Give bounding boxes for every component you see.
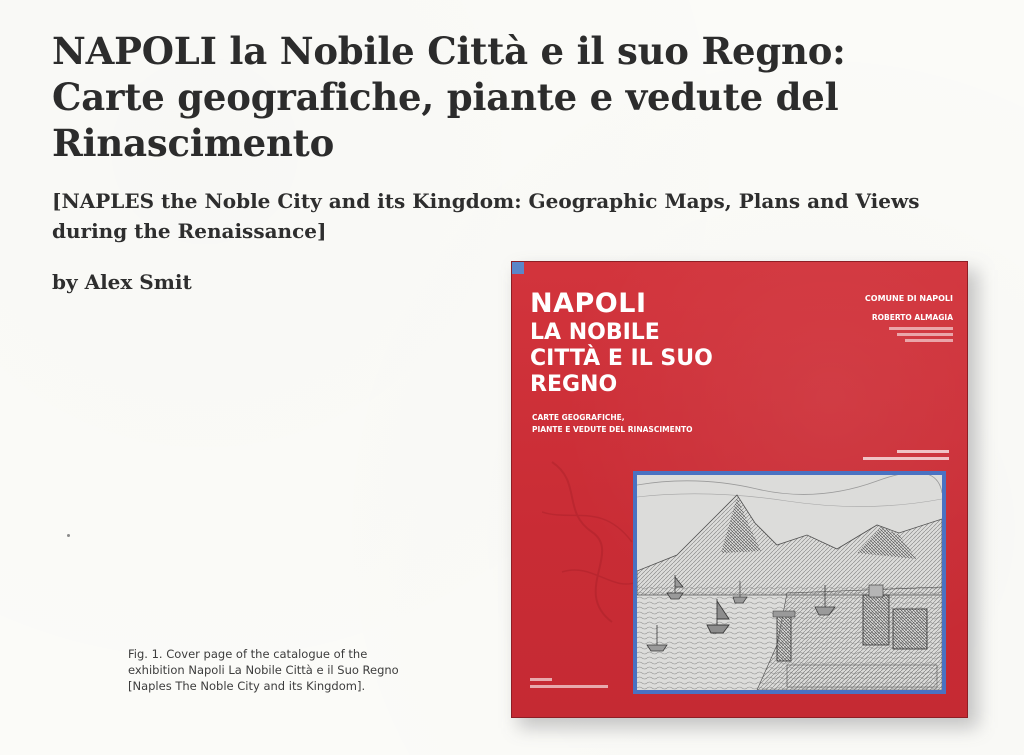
cover-date-line bbox=[897, 450, 949, 453]
article-byline: by Alex Smit bbox=[52, 270, 192, 294]
cover-credits bbox=[865, 292, 953, 342]
figure-caption-line-1: Fig. 1. Cover page of the catalogue of the bbox=[128, 647, 368, 661]
article-title-line-3: Rinascimento bbox=[52, 121, 335, 165]
catalogue-cover-image bbox=[511, 261, 968, 718]
cover-title bbox=[530, 288, 713, 398]
paper-speck bbox=[67, 534, 70, 537]
cover-credit-fineprint bbox=[905, 339, 953, 342]
cover-title-line-3: REGNO bbox=[530, 372, 618, 397]
article-subtitle bbox=[52, 186, 1002, 246]
figure-caption bbox=[128, 646, 508, 694]
figure-caption-line-3: [Naples The Noble City and its Kingdom]. bbox=[128, 679, 366, 693]
cover-title-main: NAPOLI bbox=[530, 288, 647, 319]
article-title-line-2: Carte geografiche, piante e vedute del bbox=[52, 75, 839, 119]
cover-corner-mark bbox=[512, 262, 524, 274]
cover-title-line-1: LA NOBILE bbox=[530, 320, 660, 345]
cover-publisher: COMUNE DI NAPOLI bbox=[864, 294, 953, 303]
cover-engraving-naples-view bbox=[633, 471, 946, 694]
cover-bottom-line bbox=[530, 685, 608, 688]
cover-date-line bbox=[863, 457, 949, 460]
article-title-line-1: NAPOLI la Nobile Città e il suo Regno: bbox=[52, 29, 846, 73]
article-subtitle-line-1: [NAPLES the Noble City and its Kingdom: Geographic Maps, Plans and Views bbox=[52, 189, 920, 213]
cover-subtitle-line-1: CARTE GEOGRAFICHE, bbox=[532, 413, 625, 422]
cover-author: ROBERTO ALMAGIA bbox=[871, 313, 953, 322]
cover-date-fineprint bbox=[859, 446, 949, 460]
cover-credit-fineprint bbox=[897, 333, 953, 336]
article-title bbox=[52, 28, 952, 166]
cover-faint-map-pattern bbox=[542, 452, 642, 652]
cover-bottom-fineprint bbox=[530, 674, 608, 688]
cover-bottom-line bbox=[530, 678, 552, 681]
cover-subtitle-line-2: PIANTE E VEDUTE DEL RINASCIMENTO bbox=[532, 425, 693, 434]
cover-credit-fineprint bbox=[889, 327, 953, 330]
cover-subtitle bbox=[532, 412, 693, 436]
cover-title-line-2: CITTÀ E IL SUO bbox=[530, 346, 713, 371]
article-subtitle-line-2: during the Renaissance] bbox=[52, 219, 327, 243]
engraving-illustration bbox=[637, 475, 942, 690]
figure-caption-line-2: exhibition Napoli La Nobile Città e il Suo Regno bbox=[128, 663, 399, 677]
